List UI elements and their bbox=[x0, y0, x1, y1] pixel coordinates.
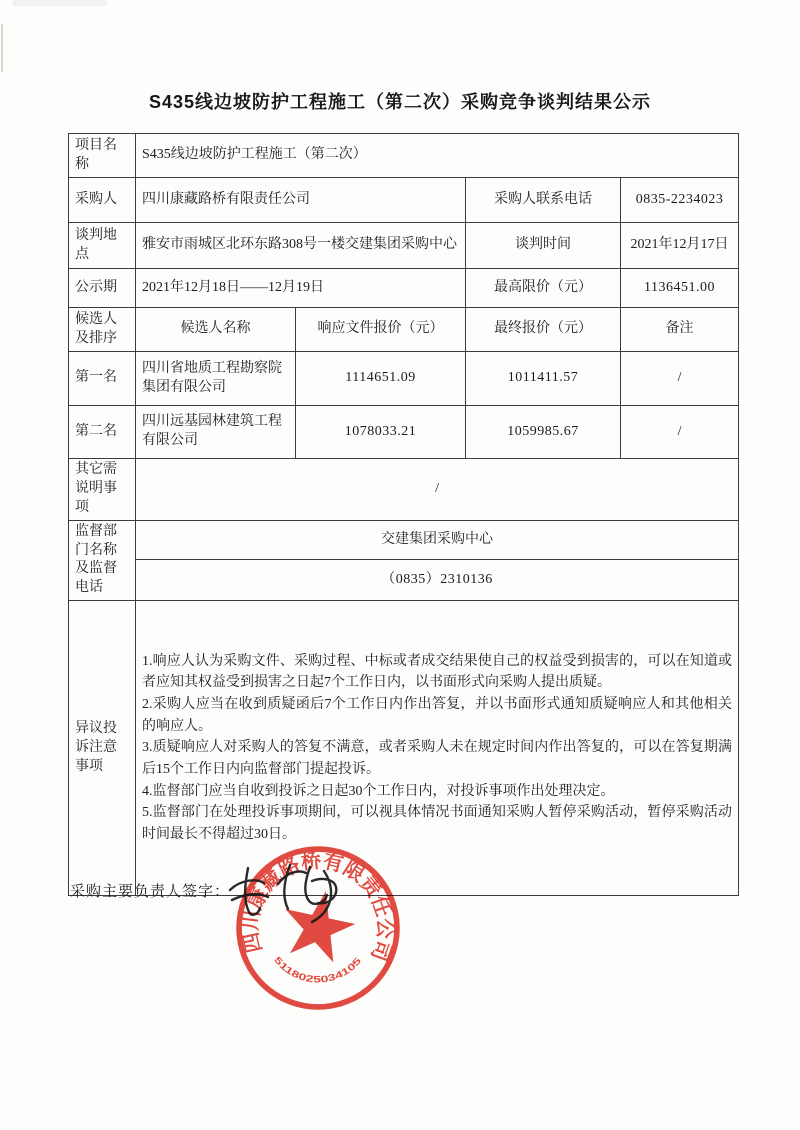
announcement-table bbox=[68, 133, 739, 896]
candidate-1-name: 四川省地质工程勘察院集团有限公司 bbox=[136, 352, 296, 406]
negotiation-time-value: 2021年12月17日 bbox=[621, 223, 739, 269]
row-negotiation bbox=[69, 223, 739, 269]
candidate-2-rank: 第二名 bbox=[69, 406, 136, 459]
row-supervision-phone bbox=[69, 560, 739, 601]
other-notes-label: 其它需说明事项 bbox=[69, 459, 136, 521]
purchaser-phone-label: 采购人联系电话 bbox=[466, 178, 621, 223]
candidate-1-remark: / bbox=[621, 352, 739, 406]
candidate-name-header: 候选人名称 bbox=[136, 308, 296, 352]
purchaser-value: 四川康藏路桥有限责任公司 bbox=[136, 178, 466, 223]
objection-label: 异议投诉注意事项 bbox=[69, 601, 136, 896]
candidate-2-name: 四川远基园林建筑工程有限公司 bbox=[136, 406, 296, 459]
objection-item-2: 2.采购人应当在收到质疑函后7个工作日内作出答复，并以书面形式通知质疑响应人和其他相关的响应人。 bbox=[142, 697, 733, 734]
row-purchaser bbox=[69, 178, 739, 223]
project-value: S435线边坡防护工程施工（第二次） bbox=[136, 134, 739, 178]
negotiation-place-label: 谈判地点 bbox=[69, 223, 136, 269]
handwritten-signature bbox=[224, 856, 359, 931]
supervision-label: 监督部门名称及监督电话 bbox=[69, 520, 136, 601]
supervision-phone: （0835）2310136 bbox=[136, 560, 739, 601]
purchaser-phone-value: 0835-2234023 bbox=[621, 178, 739, 223]
candidate-row-2 bbox=[69, 406, 739, 459]
publicity-label: 公示期 bbox=[69, 269, 136, 308]
other-notes-value: / bbox=[136, 459, 739, 521]
row-project bbox=[69, 134, 739, 178]
objection-item-1: 1.响应人认为采购文件、采购过程、中标或者成交结果使自己的权益受到损害的，可以在知道或者应知其权益受到损害之日起7个工作日内，以书面形式向采购人提出质疑。 bbox=[142, 653, 733, 691]
price-cap-value: 1136451.00 bbox=[621, 269, 739, 308]
objection-item-5: 5.监督部门在处理投诉事项期间，可以视具体情况书面通知采购人暂停采购活动，暂停采购活动时间最长不得超过30日。 bbox=[142, 805, 733, 843]
row-publicity bbox=[69, 269, 739, 308]
seal-company-text: 四川康藏路桥有限责任公司 bbox=[239, 849, 397, 965]
objection-item-3: 3.质疑响应人对采购人的答复不满意，或者采购人未在规定时间内作出答复的，可以在答复期满后15个工作日内向监督部门提起投诉。 bbox=[142, 740, 733, 778]
objection-item-4: 4.监督部门应当自收到投诉之日起30个工作日内，对投诉事项作出处理决定。 bbox=[142, 783, 615, 799]
signature-prompt: 采购主要负责人签字： bbox=[70, 884, 231, 900]
candidate-row-1 bbox=[69, 352, 739, 406]
remark-header: 备注 bbox=[621, 308, 739, 352]
purchaser-label: 采购人 bbox=[69, 178, 136, 223]
publicity-value: 2021年12月18日——12月19日 bbox=[136, 269, 466, 308]
row-supervision-dept bbox=[69, 520, 739, 560]
negotiation-time-label: 谈判时间 bbox=[466, 223, 621, 269]
price-cap-label: 最高限价（元） bbox=[466, 269, 621, 308]
candidate-rank-header: 候选人及排序 bbox=[69, 308, 136, 352]
candidate-1-response-price: 1114651.09 bbox=[296, 352, 466, 406]
candidate-1-final-price: 1011411.57 bbox=[466, 352, 621, 406]
row-other-notes bbox=[69, 459, 739, 521]
candidate-2-remark: / bbox=[621, 406, 739, 459]
candidate-2-final-price: 1059985.67 bbox=[466, 406, 621, 459]
document-title: S435线边坡防护工程施工（第二次）采购竞争谈判结果公示 bbox=[148, 92, 652, 112]
candidate-2-response-price: 1078033.21 bbox=[296, 406, 466, 459]
row-candidate-header bbox=[69, 308, 739, 352]
negotiation-place-value: 雅安市雨城区北环东路308号一楼交建集团采购中心 bbox=[136, 223, 466, 269]
seal-code-text: 5118025034105 bbox=[272, 954, 362, 985]
response-price-header: 响应文件报价（元） bbox=[296, 308, 466, 352]
scan-edge-artifact bbox=[1, 24, 3, 72]
final-price-header: 最终报价（元） bbox=[466, 308, 621, 352]
signature-strokes bbox=[230, 865, 336, 922]
candidate-1-rank: 第一名 bbox=[69, 352, 136, 406]
project-label: 项目名称 bbox=[69, 134, 136, 178]
supervision-department: 交建集团采购中心 bbox=[136, 520, 739, 560]
scan-smudge-artifact bbox=[12, 0, 107, 6]
